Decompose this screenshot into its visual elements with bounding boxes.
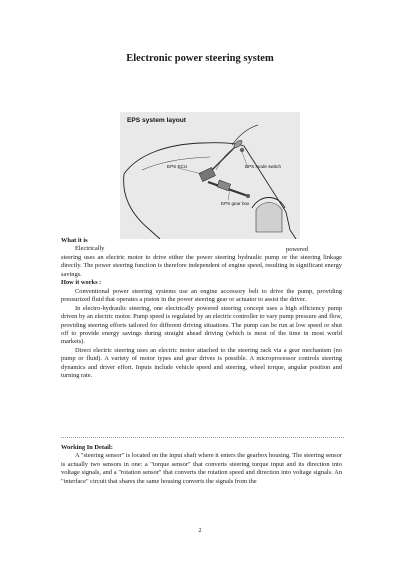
working-paragraph: A "steering sensor" is located on the input shaft where it enters the gearbox housing. The steering sensor is actually two sensors in one: a "torque sensor" that converts steering torque input and its direction into voltage signals, and a "rotation sensor" that converts the rotation speed and direction into voltage signals. An "interface" circuit that shares the same housing converts the signals from the	[61, 452, 342, 485]
label-eps-gear-box: EPS gear box	[221, 201, 250, 206]
figure-title: EPS system layout	[127, 117, 187, 124]
heading-how-it-works: How it works :	[61, 279, 102, 287]
section-divider	[61, 437, 344, 438]
heading-what-it-is: What it is	[61, 237, 88, 244]
heading-working-in-detail: Working In Detail:	[61, 444, 113, 451]
eps-layout-figure	[120, 112, 300, 239]
how-paragraph-2: In electro-hydraulic steering, one electrically powered steering concept uses a high efficiency pump driven by an electric motor. Pump speed is regulated by an electric controller to vary pump pressure and flow, providing steering efforts tailored for different driving situations. The pump can be run at low speed or shut off to provide energy savings during straight ahead driving (which is most of the time in most world markets).	[61, 304, 342, 346]
label-eps-mode-switch: EPS mode switch	[245, 164, 281, 169]
section-working-in-detail	[61, 444, 342, 486]
section-what-it-is	[61, 237, 342, 381]
label-eps-ecu: EPS ECU	[167, 164, 188, 169]
page-number: 2	[198, 528, 202, 534]
how-paragraph-1: Conventional power steering systems use an engine accessory belt to drive the pump, providing pressurized fluid that operates a piston in the power steering gear or actuator to assist the driver.	[61, 287, 342, 304]
what-it-is-body: steering uses an electric motor to drive either the power steering hydraulic pump or the steering linkage directly. The power steering function is therefore independent of engine speed, resulting in significant energy savings.	[61, 253, 342, 278]
document-title: Electronic power steering system	[126, 53, 274, 64]
what-it-is-line1-end: powered	[286, 246, 309, 253]
how-paragraph-3: Direct electric steering uses an electric motor attached to the steering rack via a gear mechanism (no pump or fluid). A variety of motor types and gear drives is possible. A microprocessor controls steering dynamics and driver effort. Inputs include vehicle speed and steering, wheel torque, angular position and turning rate.	[61, 346, 342, 380]
car-outline-illustration	[120, 112, 300, 239]
what-it-is-line1: Electrically	[75, 245, 105, 253]
